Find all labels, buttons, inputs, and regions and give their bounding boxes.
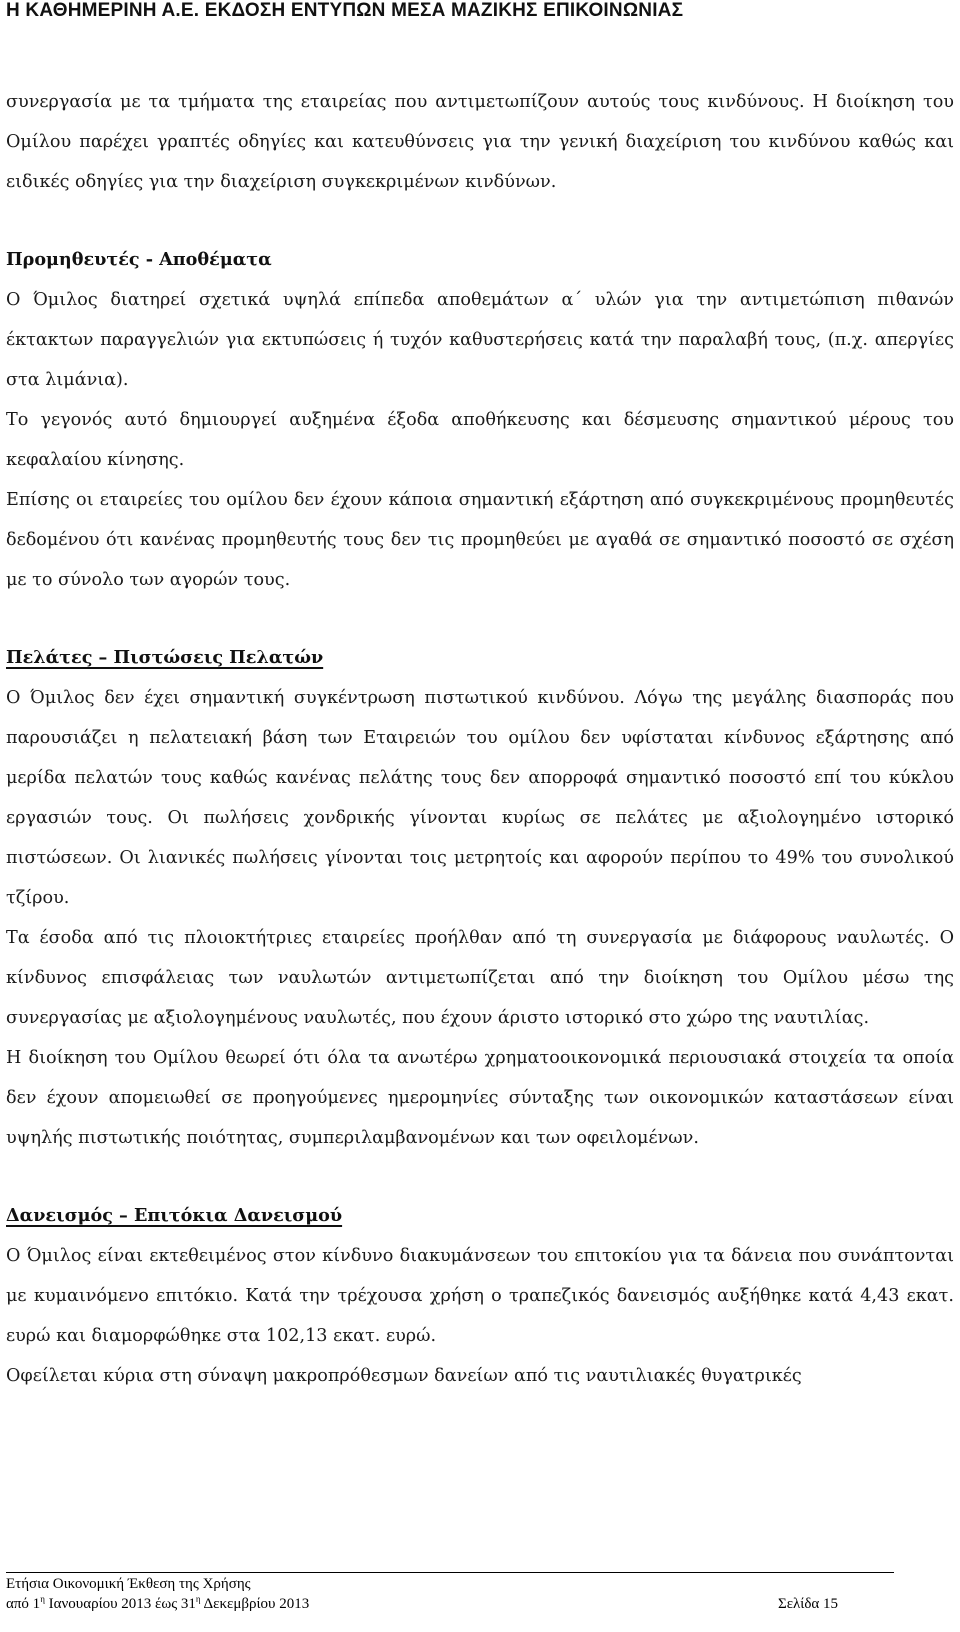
customers-heading: Πελάτες – Πιστώσεις Πελατών [6, 647, 324, 668]
footer-period-line [6, 1594, 838, 1614]
company-title: Η ΚΑΘΗΜΕΡΙΝΗ Α.Ε. ΕΚΔΟΣΗ ΕΝΤΥΠΩΝ ΜΕΣΑ ΜΑΖΙΚΗΣ ΕΠΙΚΟΙΝΩΝΙΑΣ [6, 0, 684, 21]
suppliers-heading: Προμηθευτές - Αποθέματα [6, 249, 272, 270]
suppliers-paragraph-2: Το γεγονός αυτό δημιουργεί αυξημένα έξοδα αποθήκευσης και δέσμευσης σημαντικού μέρους του κεφαλαίου κίνησης. [6, 410, 954, 470]
customers-paragraph-1: Ο Όμιλος δεν έχει σημαντική συγκέντρωση πιστωτικού κινδύνου. Λόγω της μεγάλης διασποράς που παρουσιάζει η πελατειακή βάση των Εταιρειών του ομίλου δεν υφίσταται κίνδυνος εξάρτησης από μερίδα πελατών τους καθώς κανένας πελάτης τους δεν απορροφά σημαντικό ποσοστό επί του κύκλου εργασιών τους. Οι πωλήσεις χονδρικής γίνονται κυρίως σε πελάτες με αξιολογημένο ιστορικό πιστώσεων. Οι λιανικές πωλήσεις γίνονται τοις μετρητοίς και αφορούν περίπου το 49% του συνολικού τζίρου. [6, 688, 954, 908]
borrowing-heading: Δανεισμός – Επιτόκια Δανεισμού [6, 1205, 343, 1226]
suppliers-paragraph-3: Επίσης οι εταιρείες του ομίλου δεν έχουν κάποια σημαντική εξάρτηση από συγκεκριμένους προμηθευτές δεδομένου ότι κανένας προμηθευτής τους δεν τις προμηθεύει με αγαθά σε σημαντικό ποσοστό σε σχέση με το σύνολο των αγορών τους. [6, 490, 954, 590]
page-body [6, 82, 954, 1396]
customers-paragraph-2: Τα έσοδα από τις πλοιοκτήτριες εταιρείες προήλθαν από τη συνεργασία με διάφορους ναυλωτές. Ο κίνδυνος επισφάλειας των ναυλωτών αντιμετωπίζεται από την διοίκηση του Ομίλου μέσω της συνεργασίας με αξιολογημένους ναυλωτές, που έχουν άριστο ιστορικό στο χώρο της ναυτιλίας. [6, 928, 954, 1028]
footer-divider [6, 1572, 894, 1573]
customers-paragraph-3: Η διοίκηση του Ομίλου θεωρεί ότι όλα τα ανωτέρω χρηματοοικονομικά περιουσιακά στοιχεία τα οποία δεν έχουν απομειωθεί σε προηγούμενες ημερομηνίες σύνταξης των οικονομικών καταστάσεων είναι υψηλής πιστωτικής ποιότητας, συμπεριλαμβανομένων και των οφειλομένων. [6, 1048, 954, 1148]
document-header [6, 0, 946, 32]
page-number: Σελίδα 15 [777, 1596, 838, 1612]
intro-paragraph: συνεργασία με τα τμήματα της εταιρείας που αντιμετωπίζουν αυτούς τους κινδύνους. Η διοίκηση του Ομίλου παρέχει γραπτές οδηγίες και κατευθύνσεις για την γενική διαχείριση του κινδύνου καθώς και ειδικές οδηγίες για την διαχείριση συγκεκριμένων κινδύνων. [6, 92, 954, 192]
borrowing-paragraph-1: Ο Όμιλος είναι εκτεθειμένος στον κίνδυνο διακυμάνσεων του επιτοκίου για τα δάνεια που συνάπτονται με κυμαινόμενο επιτόκιο. Κατά την τρέχουσα χρήση ο τραπεζικός δανεισμός αυξήθηκε κατά 4,43 εκατ. ευρώ και διαμορφώθηκε στα 102,13 εκατ. ευρώ. [6, 1246, 954, 1346]
borrowing-paragraph-2: Οφείλεται κύρια στη σύναψη μακροπρόθεσμων δανείων από τις ναυτιλιακές θυγατρικές [6, 1366, 802, 1386]
footer-period: από $1^\eta$ Ιανουαρίου 2013 έως $31^\eta$ Δεκεμβρίου 2013 [6, 1594, 310, 1612]
footer-report-title: Ετήσια Οικονομική Έκθεση της Χρήσης [6, 1576, 251, 1592]
page-footer [6, 1574, 946, 1614]
suppliers-paragraph-1: Ο Όμιλος διατηρεί σχετικά υψηλά επίπεδα αποθεμάτων α΄ υλών για την αντιμετώπιση πιθανών έκτακτων παραγγελιών για εκτυπώσεις ή τυχόν καθυστερήσεις κατά την παραλαβή τους, (π.χ. απεργίες στα λιμάνια). [6, 290, 954, 390]
